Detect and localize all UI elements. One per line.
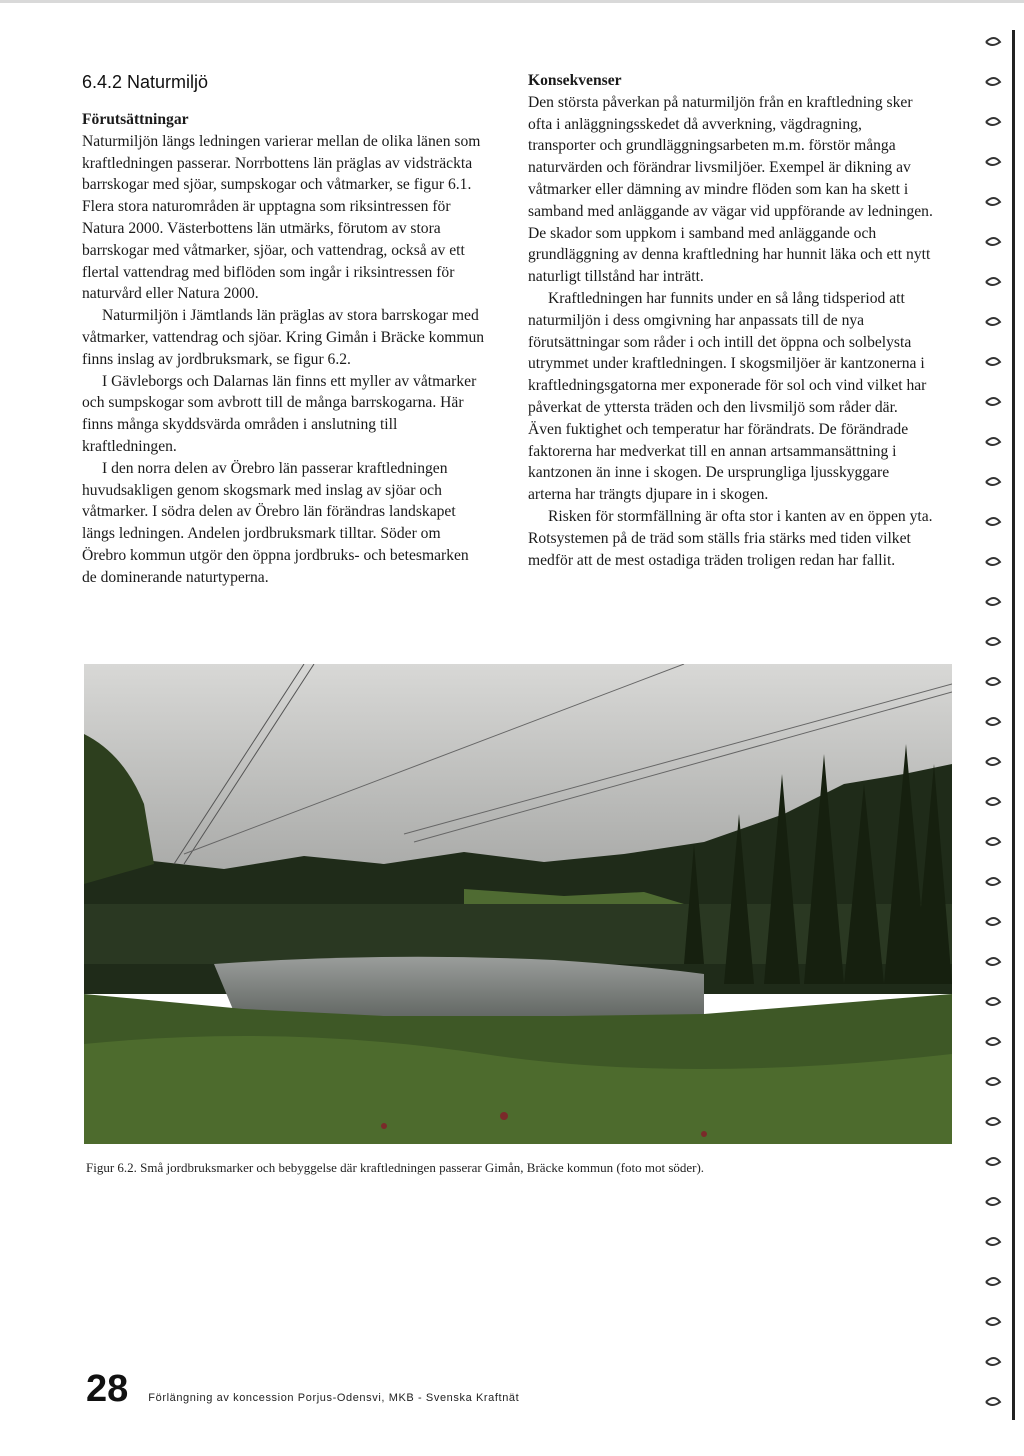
left-paragraph-4: I den norra delen av Örebro län passerar kraftledningen huvudsakligen genom skogsmark med inslag av sjöar och våtmarker. I södra delen av Örebro län förändras landskapet längs ledningen. Andelen jordbruksmark tilltar. Söder om Örebro kommun utgör den öppna jordbruks- och betesmarken de dominerande naturtyperna. xyxy=(82,459,469,586)
figure-photo xyxy=(84,664,952,1456)
spiral-binding xyxy=(976,30,1024,1430)
page-number: 28 xyxy=(86,1368,129,1410)
page-footer xyxy=(86,1368,519,1411)
right-paragraph-2: Kraftledningen har funnits under en så lång tidsperiod att naturmiljön i dess omgivning har anpassats till de nya förutsättningar som råder i och intill det öppna och solbelysta utrymmet under kraftledningen. I skogsmiljöer är kantzonerna i kraftledningsgatorna mer exponerade för sol och vind vilket har påverkat de yttersta träden och den livsmiljö som råder där. Även fuktighet och temperatur har förändrats. De förändrade faktorerna har medverkat till en annan artsammansättning i kantzonen än inne i skogen. De ursprungliga ljusskyggare arterna har trängts djupare in i skogen. xyxy=(528,289,927,504)
left-paragraph-2: Naturmiljön i Jämtlands län präglas av stora barrskogar med våtmarker, vattendrag och sjöar. Kring Gimån i Bräcke kommun finns inslag av jordbruksmark, se figur 6.2. xyxy=(82,307,485,368)
left-subheading: Förutsättningar xyxy=(82,111,189,128)
section-heading: 6.4.2 Naturmiljö xyxy=(82,72,209,92)
left-paragraph-1: Naturmiljön längs ledningen varierar mellan de olika länen som kraftledningen passerar. Norrbottens län präglas av vidsträckta barrskogar med sjöar, sumpskogar och våtmarker, se figur 6.1. Flera stora naturområden är upptagna som riksintressen för Natura 2000. Västerbottens län utmärks, förutom av stora barrskogar med våtmarker, sjöar, och vattendrag, också av ett flertal vattendrag med biflöden som ingår i riksintressen för naturvård eller Natura 2000. xyxy=(82,132,481,303)
right-paragraph-1: Den största påverkan på naturmiljön från en kraftledning sker ofta i anläggningsskedet då avverkning, vägdragning, transporter och grundläggningsarbeten m.m. förstör många naturvärden och förändrar livsmiljöer. Exempel är dikning av våtmarker eller dämning av mindre flöden som kan ha skett i samband med anläggande av vägar vid uppförande av ledningen. De skador som uppkom i samband med anläggande och grundläggning av denna kraftledning har hunnit läka och ett nytt naturligt tillstånd har inträtt. xyxy=(528,93,933,286)
top-rule xyxy=(0,0,1024,3)
left-paragraph-3: I Gävleborgs och Dalarnas län finns ett myller av våtmarker och sumpskogar som avbrott till de många barrskogarna. Här finns många skyddsvärda områden i anslutning till kraftledningen. xyxy=(82,372,477,455)
right-paragraph-3: Risken för stormfällning är ofta stor i kanten av en öppen yta. Rotsystemen på de träd som ställs fria stärks med tiden vilket medför att de mest ostadiga träden troligen redan har fallit. xyxy=(528,507,933,569)
page-edge-line xyxy=(1012,30,1015,1420)
figure-caption: Figur 6.2. Små jordbruksmarker och bebyggelse där kraftledningen passerar Gimån, Bräcke kommun (foto mot söder). xyxy=(86,1160,705,1175)
right-column xyxy=(528,70,933,571)
right-subheading: Konsekvenser xyxy=(528,72,622,89)
left-column xyxy=(82,109,487,589)
footer-text: Förlängning av koncession Porjus-Odensvi, MKB - Svenska Kraftnät xyxy=(148,1392,520,1404)
photo-scene xyxy=(84,664,952,1144)
